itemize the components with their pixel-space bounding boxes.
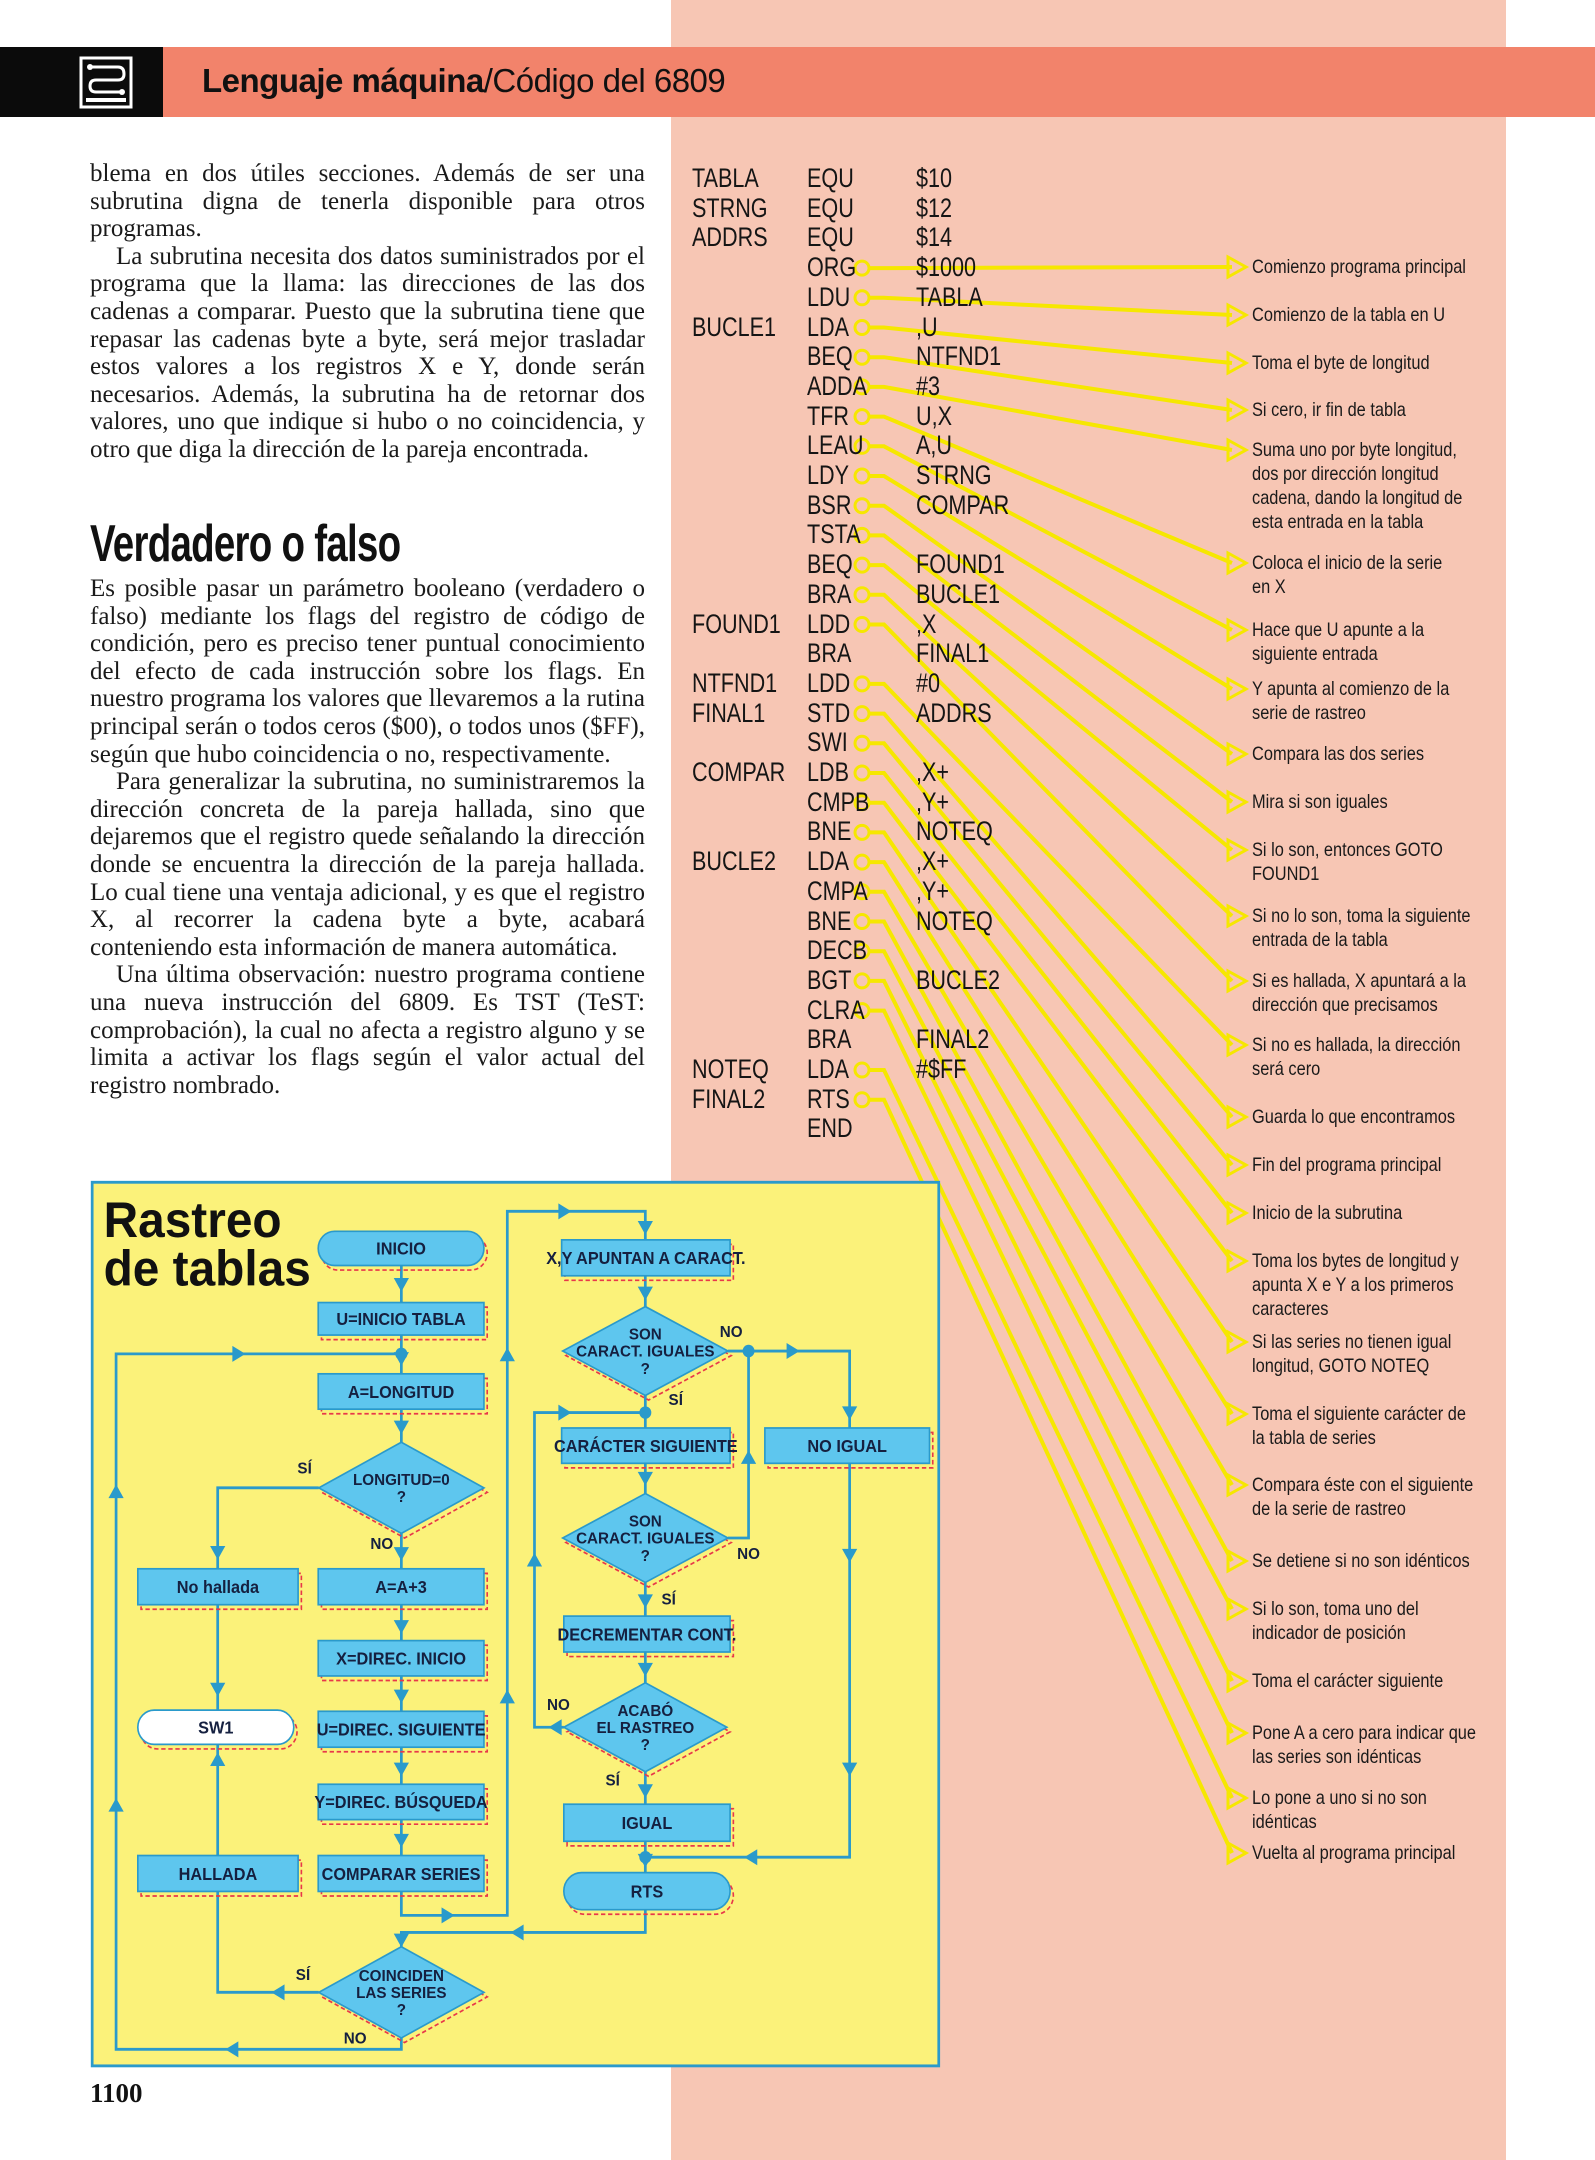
annotation xyxy=(1252,1330,1451,1378)
code-operand: TABLA xyxy=(916,281,983,312)
branch-label-si: SÍ xyxy=(661,1591,676,1609)
node-label: INICIO xyxy=(376,1239,426,1259)
branch-label-no: NO xyxy=(343,2030,367,2048)
annotation-line: Si lo son, toma uno del xyxy=(1252,1598,1419,1620)
node-label: SW1 xyxy=(198,1718,234,1738)
code-opcode: STD xyxy=(807,697,851,728)
code-opcode: DECB xyxy=(807,935,868,966)
code-opcode: LDA xyxy=(807,311,850,342)
annotation xyxy=(1252,1721,1476,1769)
annotation-line: dirección que precisamos xyxy=(1252,994,1438,1016)
annotation xyxy=(1252,1669,1443,1693)
node-label: A=LONGITUD xyxy=(347,1382,455,1402)
code-opcode: EQU xyxy=(807,222,854,253)
annotation-line: Si no es hallada, la dirección xyxy=(1252,1034,1461,1056)
article-text-bottom xyxy=(90,575,645,1099)
annotation xyxy=(1252,351,1430,375)
annotation-line: FOUND1 xyxy=(1252,863,1320,885)
decision-label: ? xyxy=(640,1547,650,1565)
code-opcode: LDD xyxy=(807,608,851,639)
annotation-line: Suma uno por byte longitud, xyxy=(1252,439,1457,461)
decision-label: COINCIDEN xyxy=(358,1967,445,1986)
annotation-line: Mira si son iguales xyxy=(1252,791,1388,813)
code-opcode: SWI xyxy=(807,727,848,758)
branch-label-no: NO xyxy=(737,1545,760,1564)
code-opcode: LDD xyxy=(807,667,851,698)
annotation-line: siguiente entrada xyxy=(1252,643,1378,665)
node-label: Y=DIREC. BÚSQUEDA xyxy=(314,1792,488,1813)
annotation-line: Comienzo programa principal xyxy=(1252,256,1466,278)
node-label: DECREMENTAR CONT. xyxy=(557,1624,737,1645)
annotation xyxy=(1252,1597,1419,1645)
branch-label-si: SÍ xyxy=(297,1460,312,1478)
node-label: A=A+3 xyxy=(375,1577,427,1598)
code-label: FINAL2 xyxy=(692,1083,766,1114)
code-opcode: BEQ xyxy=(807,341,853,372)
annotation-line: idénticas xyxy=(1252,1811,1317,1833)
code-label: TABLA xyxy=(692,163,759,193)
decision-label: ACABÓ xyxy=(617,1702,674,1720)
annotation-line: Lo pone a uno si no son xyxy=(1252,1787,1427,1809)
annotation-line: Toma el siguiente carácter de xyxy=(1252,1403,1466,1425)
code-label: ADDRS xyxy=(692,222,768,253)
code-operand: BUCLE1 xyxy=(916,578,1001,609)
code-opcode: BGT xyxy=(807,964,852,995)
code-label: FOUND1 xyxy=(692,608,781,639)
annotation-line: será cero xyxy=(1252,1058,1321,1080)
annotation-line: Si cero, ir fin de tabla xyxy=(1252,399,1406,421)
code-opcode: LDA xyxy=(807,1054,850,1084)
code-opcode: BNE xyxy=(807,816,852,847)
annotation-line: Guarda lo que encontramos xyxy=(1252,1106,1456,1128)
node-label: COMPARAR SERIES xyxy=(321,1864,481,1884)
annotation-line: entrada de la tabla xyxy=(1252,929,1388,951)
annotation xyxy=(1252,838,1443,886)
annotation-line: Si es hallada, X apuntará a la xyxy=(1252,970,1467,992)
annotation-line: dos por dirección longitud xyxy=(1252,463,1439,485)
annotation-line: Si lo son, entonces GOTO xyxy=(1252,839,1443,861)
code-label: FINAL1 xyxy=(692,697,766,728)
flowchart-rastreo-de-tablas xyxy=(90,1180,942,2075)
annotation-line: en X xyxy=(1252,576,1286,598)
code-operand: ,Y+ xyxy=(916,786,950,817)
annotation xyxy=(1252,1105,1455,1129)
code-opcode: TSTA xyxy=(807,519,861,550)
code-opcode: EQU xyxy=(807,163,854,193)
annotation-line: longitud, GOTO NOTEQ xyxy=(1252,1355,1430,1377)
paragraph: blema en dos útiles secciones. Además de ser una subrutina digna de tenerla disponible para otros programas. xyxy=(90,160,645,243)
paragraph: Para generalizar la subrutina, no suministraremos la dirección concreta de la pareja hallada, sino que dejaremos que el registro quede señalando la dirección donde se encuentra la dirección de la pareja hallada. Lo cual tiene una ventaja adicional, y es que el registro X, al recorrer la cadena byte a byte, acabará conteniendo esta información de manera automática. xyxy=(90,768,645,961)
node-label: X=DIREC. INICIO xyxy=(336,1649,466,1669)
code-opcode: LDB xyxy=(807,757,850,787)
code-opcode: CMPA xyxy=(807,875,868,906)
code-operand: ,Y+ xyxy=(916,875,950,906)
flowchart-title: Rastreo xyxy=(103,1192,282,1249)
code-opcode: LDA xyxy=(807,846,850,877)
annotation xyxy=(1252,438,1462,534)
code-operand: ,X+ xyxy=(916,757,950,787)
article-text-top xyxy=(90,160,645,464)
code-opcode: CMPB xyxy=(807,786,870,817)
annotation-line: Fin del programa principal xyxy=(1252,1154,1442,1176)
code-opcode: END xyxy=(807,1113,853,1144)
annotation xyxy=(1252,1201,1402,1225)
code-operand: ,X+ xyxy=(916,846,950,877)
decision-label: SON xyxy=(628,1513,662,1531)
annotation xyxy=(1252,1033,1461,1081)
code-operand: NOTEQ xyxy=(916,905,993,936)
code-opcode: RTS xyxy=(807,1083,850,1114)
code-operand: COMPAR xyxy=(916,489,1010,520)
code-operand: BUCLE2 xyxy=(916,964,1001,995)
annotation-line: Hace que U apunte a la xyxy=(1252,619,1425,641)
code-opcode: BRA xyxy=(807,638,852,669)
code-operand: ADDRS xyxy=(916,697,992,728)
node-label: X,Y APUNTAN A CARACT. xyxy=(546,1248,746,1269)
paragraph: La subrutina necesita dos datos suministrados por el programa que la llama: las direcciones de las dos cadenas a comparar. Puesto que la subrutina tiene que repasar las cadenas byte a byte, será mejor trasladar estos valores a los registros X e Y, donde serán necesarios. Además, la subrutina ha de retornar dos valores, uno que indique si hubo o no coincidencia, y otro que diga la dirección de la pareja encontrada. xyxy=(90,242,645,463)
code-label: NTFND1 xyxy=(692,667,778,698)
decision-label: LAS SERIES xyxy=(356,1984,447,2003)
annotation xyxy=(1252,618,1424,666)
flow-junction xyxy=(639,1851,651,1864)
annotation-line: Inicio de la subrutina xyxy=(1252,1202,1403,1224)
decision-label: LONGITUD=0 xyxy=(352,1471,450,1490)
annotation-line: Toma el byte de longitud xyxy=(1252,352,1430,374)
code-opcode: BRA xyxy=(807,1024,852,1055)
annotation xyxy=(1252,904,1471,952)
code-operand: U,X xyxy=(916,400,953,431)
code-operand: ,X xyxy=(916,608,937,639)
branch-label-no: NO xyxy=(719,1323,743,1341)
node-label: RTS xyxy=(630,1882,664,1902)
code-opcode: ORG xyxy=(807,252,857,283)
node-label: U=INICIO TABLA xyxy=(336,1309,466,1330)
annotation-line: Toma el carácter siguiente xyxy=(1252,1670,1444,1692)
code-opcode: LDY xyxy=(807,460,850,490)
branch-label-no: NO xyxy=(370,1535,394,1553)
code-opcode: CLRA xyxy=(807,994,865,1025)
annotation xyxy=(1252,790,1388,814)
code-opcode: LEAU xyxy=(807,430,864,461)
branch-label-no: NO xyxy=(546,1696,570,1715)
code-operand: #0 xyxy=(916,667,941,698)
code-operand: FINAL1 xyxy=(916,638,990,669)
annotation xyxy=(1252,1153,1441,1177)
annotation-line: esta entrada en la tabla xyxy=(1252,511,1424,533)
code-operand: NOTEQ xyxy=(916,816,993,847)
annotation-line: Comienzo de la tabla en U xyxy=(1252,304,1446,326)
annotation xyxy=(1252,1786,1427,1834)
annotation xyxy=(1252,398,1406,422)
annotation xyxy=(1252,1473,1473,1521)
flow-junction xyxy=(639,1406,651,1419)
node-label: NO IGUAL xyxy=(807,1436,887,1457)
code-opcode: ADDA xyxy=(807,370,868,401)
annotation-line: Y apunta al comienzo de la xyxy=(1252,678,1450,700)
branch-label-si: SÍ xyxy=(668,1391,683,1410)
branch-label-si: SÍ xyxy=(605,1772,620,1790)
code-operand: STRNG xyxy=(916,460,992,490)
decision-label: ? xyxy=(396,2001,406,2020)
annotation-line: Se detiene si no son idénticos xyxy=(1252,1550,1470,1572)
annotation-line: Compara las dos series xyxy=(1252,743,1425,765)
decision-label: ? xyxy=(396,1488,406,1507)
node-label: No hallada xyxy=(176,1577,260,1598)
code-operand: FOUND1 xyxy=(916,549,1005,580)
annotation-line: Compara éste con el siguiente xyxy=(1252,1474,1474,1496)
annotation xyxy=(1252,677,1449,725)
annotation-line: serie de rastreo xyxy=(1252,702,1366,724)
annotation-line: cadena, dando la longitud de xyxy=(1252,487,1463,509)
annotation-line: Toma los bytes de longitud y xyxy=(1252,1250,1459,1272)
node-label: IGUAL xyxy=(621,1813,673,1834)
code-operand: $1000 xyxy=(916,252,977,283)
code-operand: ,U xyxy=(916,311,938,342)
annotation-line: apunta X e Y a los primeros xyxy=(1252,1274,1454,1296)
code-opcode: TFR xyxy=(807,400,849,431)
section-heading: Verdadero o falso xyxy=(90,515,401,573)
annotation-line: Si no lo son, toma la siguiente xyxy=(1252,905,1471,927)
code-label: BUCLE1 xyxy=(692,311,777,342)
code-operand: NTFND1 xyxy=(916,341,1002,372)
annotation-line: Pone A a cero para indicar que xyxy=(1252,1722,1477,1744)
code-operand: $12 xyxy=(916,192,953,223)
node-label: HALLADA xyxy=(178,1864,258,1884)
annotation xyxy=(1252,1249,1459,1321)
code-opcode: BSR xyxy=(807,489,852,520)
decision-label: SON xyxy=(628,1326,662,1344)
annotation xyxy=(1252,1841,1455,1865)
code-opcode: LDU xyxy=(807,281,851,312)
branch-label-si: SÍ xyxy=(295,1966,311,1984)
code-operand: #3 xyxy=(916,370,941,401)
annotation-line: Vuelta al programa principal xyxy=(1252,1842,1456,1864)
annotation-line: de la serie de rastreo xyxy=(1252,1498,1406,1520)
code-operand: $14 xyxy=(916,222,953,253)
paragraph: Una última observación: nuestro programa contiene una nueva instrucción del 6809. Es TST (TeST: comprobación), la cual no afecta a registro alguno y se limita a activar los flags según el valor actual del registro nombrado. xyxy=(90,961,645,1099)
decision-label: ? xyxy=(640,1360,650,1378)
annotation xyxy=(1252,551,1442,599)
annotation-line: Coloca el inicio de la serie xyxy=(1252,552,1443,574)
annotation-line: Si las series no tienen igual xyxy=(1252,1331,1452,1353)
annotation xyxy=(1252,969,1466,1017)
code-operand: $10 xyxy=(916,163,953,193)
flow-junction xyxy=(743,1345,755,1358)
code-operand: #$FF xyxy=(916,1054,967,1084)
node-label: U=DIREC. SIGUIENTE xyxy=(316,1720,486,1740)
code-label: STRNG xyxy=(692,192,768,223)
annotation xyxy=(1252,1549,1470,1573)
code-opcode: BRA xyxy=(807,578,852,609)
flow-junction xyxy=(395,1348,407,1361)
code-opcode: EQU xyxy=(807,192,854,223)
annotation xyxy=(1252,742,1424,766)
code-label: NOTEQ xyxy=(692,1054,769,1084)
annotation-line: las series son idénticas xyxy=(1252,1746,1422,1768)
decision-label: CARACT. IGUALES xyxy=(576,1530,715,1548)
annotation-line: la tabla de series xyxy=(1252,1427,1376,1449)
annotation-line: caracteres xyxy=(1252,1298,1329,1320)
page-header-title xyxy=(202,62,725,100)
annotation xyxy=(1252,1402,1466,1450)
header-section-name: Lenguaje máquina xyxy=(202,62,484,99)
circuit-logo-icon xyxy=(78,55,134,110)
decision-label: ? xyxy=(640,1736,650,1755)
code-label: BUCLE2 xyxy=(692,846,777,877)
decision-label: EL RASTREO xyxy=(596,1719,695,1738)
page-number: 1100 xyxy=(90,2078,143,2108)
flowchart-title: de tablas xyxy=(103,1241,311,1297)
code-opcode: BNE xyxy=(807,905,852,936)
node-label: CARÁCTER SIGUIENTE xyxy=(554,1436,738,1457)
code-operand: FINAL2 xyxy=(916,1024,990,1055)
annotation-line: indicador de posición xyxy=(1252,1622,1406,1644)
code-operand: A,U xyxy=(916,430,953,461)
paragraph: Es posible pasar un parámetro booleano (verdadero o falso) mediante los flags del registro de código de condición, pero es preciso tener puntual conocimiento del efecto de cada instrucción sobre los flags. En nuestro programa los valores que llevaremos a la rutina principal serán o todos ceros ($00), o todos unos ($FF), según que hubo coincidencia o no, respectivamente. xyxy=(90,575,645,768)
code-label: COMPAR xyxy=(692,757,786,787)
decision-label: CARACT. IGUALES xyxy=(576,1343,715,1361)
code-opcode: BEQ xyxy=(807,549,853,580)
annotation xyxy=(1252,303,1445,327)
annotation xyxy=(1252,255,1466,279)
header-subtitle: /Código del 6809 xyxy=(483,62,726,99)
